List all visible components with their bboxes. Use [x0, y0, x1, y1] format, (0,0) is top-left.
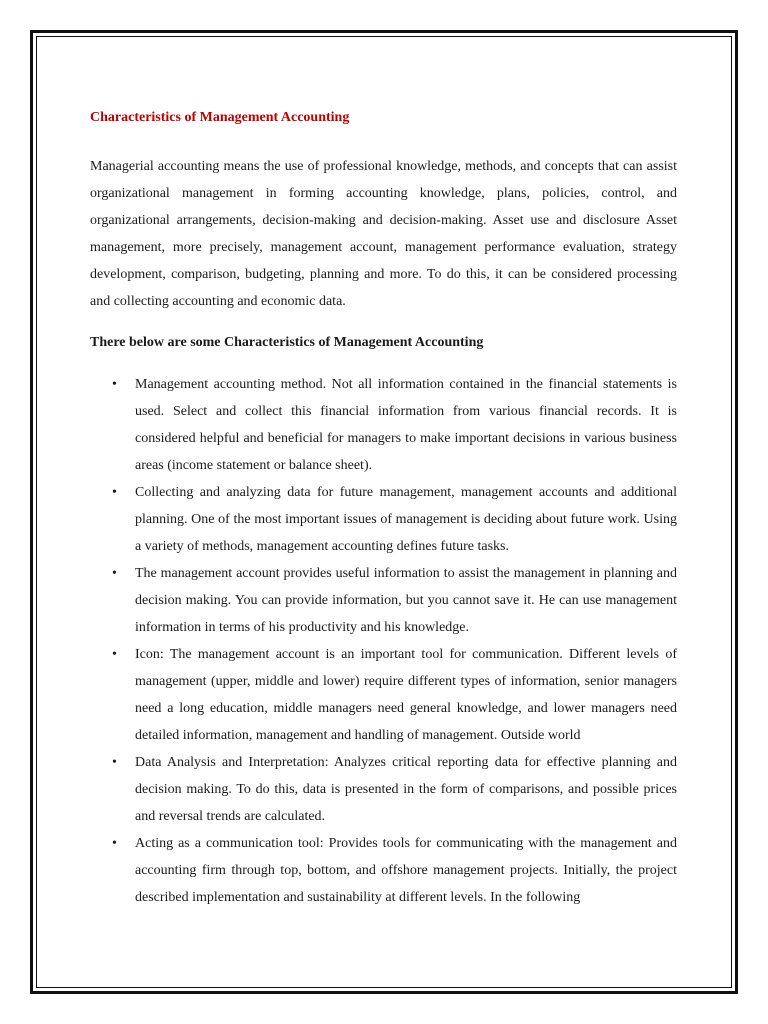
list-item: [90, 560, 677, 641]
bullet-icon: •: [112, 485, 117, 500]
list-item: [90, 830, 677, 911]
characteristics-list: [90, 371, 677, 911]
intro-paragraph: Managerial accounting means the use of professional knowledge, methods, and concepts that can assist organizational management in forming accounting knowledge, plans, policies, control, and organizational arrangements, decision-making and decision-making. Asset use and disclosure Asset management, more precisely, management account, management performance evaluation, strategy development, comparison, budgeting, planning and more. To do this, it can be considered processing and collecting accounting and economic data.: [90, 159, 677, 309]
list-item-text: Collecting and analyzing data for future management, management accounts and additional planning. One of the most important issues of management is deciding about future work. Using a variety of methods, management accounting defines future tasks.: [135, 485, 677, 554]
list-item-text: The management account provides useful information to assist the management in planning and decision making. You can provide information, but you cannot save it. He can use management information in terms of his productivity and his knowledge.: [135, 566, 677, 635]
list-item-text: Acting as a communication tool: Provides tools for communicating with the management and accounting firm through top, bottom, and offshore management projects. Initially, the project described implementation and sustainability at different levels. In the following: [135, 836, 677, 905]
list-item: [90, 749, 677, 830]
list-item-text: Icon: The management account is an important tool for communication. Different levels of management (upper, middle and lower) require different types of information, senior managers need a long education, middle managers need general knowledge, and lower managers need detailed information, management and handling of management. Outside world: [135, 647, 677, 743]
bullet-icon: •: [112, 566, 117, 581]
document-body: [90, 104, 677, 911]
bullet-icon: •: [112, 755, 117, 770]
bullet-icon: •: [112, 647, 117, 662]
list-item: [90, 371, 677, 479]
list-item: [90, 641, 677, 749]
section-subheading: There below are some Characteristics of Management Accounting: [90, 335, 484, 350]
list-item: [90, 479, 677, 560]
list-item-text: Data Analysis and Interpretation: Analyzes critical reporting data for effective planning and decision making. To do this, data is presented in the form of comparisons, and possible prices and reversal trends are calculated.: [135, 755, 677, 824]
bullet-icon: •: [112, 836, 117, 851]
list-item-text: Management accounting method. Not all information contained in the financial statements is used. Select and collect this financial information from various financial records. It is considered helpful and beneficial for managers to make important decisions in various business areas (income statement or balance sheet).: [135, 377, 677, 473]
document-heading: Characteristics of Management Accounting: [90, 110, 350, 125]
bullet-icon: •: [112, 377, 117, 392]
